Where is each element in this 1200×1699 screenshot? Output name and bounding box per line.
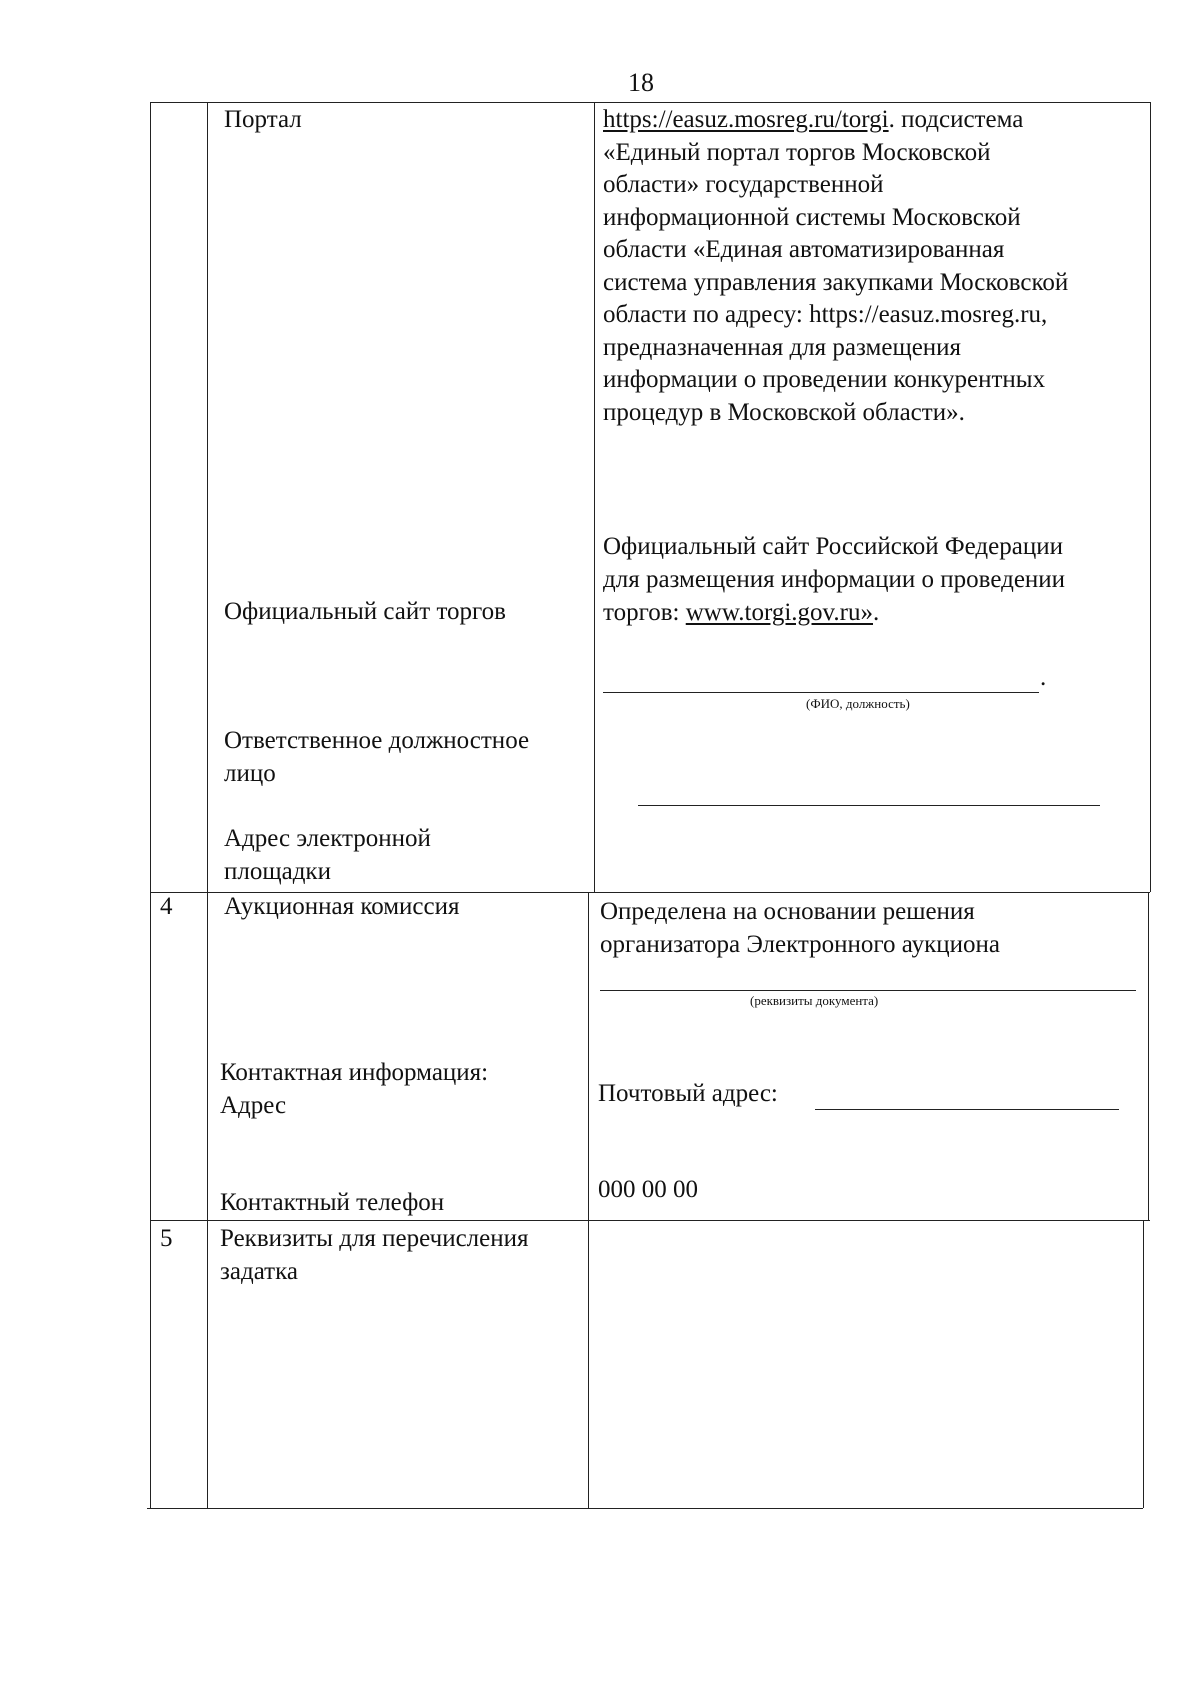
responsible-label-line-1: лицо	[224, 760, 276, 787]
portal-link[interactable]: https://easuz.mosreg.ru/torgi	[603, 106, 889, 133]
contact-label-line-0: Контактная информация:	[220, 1059, 489, 1086]
official-site-line-2	[603, 597, 879, 630]
table-bottom-border	[147, 1508, 1143, 1509]
portal-line-6: области по адресу: https://easuz.mosreg.ru,	[603, 301, 1048, 328]
table-right-border-upper	[1150, 102, 1151, 892]
official-site-line-0: Официальный сайт Российской Федерации	[603, 533, 1063, 560]
portal-line-4: области «Единая автоматизированная	[603, 236, 1005, 263]
row-5-number: 5	[160, 1225, 173, 1252]
page-number: 18	[628, 68, 654, 97]
platform-address-label-line-0: Адрес электронной	[224, 825, 431, 852]
commission-line-1: организатора Электронного аукциона	[600, 931, 1001, 958]
phone-label: Контактный телефон	[220, 1189, 445, 1216]
commission-blank-line	[600, 990, 1136, 991]
commission-label: Аукционная комиссия	[224, 893, 460, 920]
table-right-border-middle	[1148, 892, 1149, 1220]
requisites-label-line-0: Реквизиты для перечисления	[220, 1225, 529, 1252]
phone-value: 000 00 00	[598, 1176, 698, 1203]
row-4-number: 4	[160, 893, 173, 920]
official-site-line-1: для размещения информации о проведении	[603, 566, 1066, 593]
responsible-blank-end: .	[1040, 664, 1047, 691]
contact-label-line-1: Адрес	[220, 1092, 287, 1119]
responsible-blank-caption: (ФИО, должность)	[806, 696, 910, 711]
official-site-link[interactable]: www.torgi.gov.ru»	[685, 599, 873, 626]
portal-line-9: процедур в Московской области».	[603, 398, 965, 426]
portal-line-1: «Единый портал торгов Московской	[603, 138, 991, 166]
table-top-border	[150, 102, 1150, 103]
platform-address-label-line-1: площадки	[224, 858, 331, 885]
portal-line-8: информации о проведении конкурентных	[603, 366, 1046, 393]
responsible-label-line-0: Ответственное должностное	[224, 727, 530, 754]
column-2-divider-lower	[588, 892, 589, 1508]
portal-line-0	[603, 104, 1068, 137]
commission-blank-caption: (реквизиты документа)	[750, 993, 879, 1008]
postal-address-blank-line	[815, 1109, 1119, 1110]
portal-line-5: система управления закупками Московской	[603, 268, 1069, 296]
portal-line-3: информационной системы Московской	[603, 203, 1021, 231]
commission-line-0: Определена на основании решения	[600, 898, 975, 925]
portal-line-7: предназначенная для размещения	[603, 333, 962, 361]
official-site-label: Официальный сайт торгов	[224, 598, 506, 625]
column-2-divider-upper	[594, 102, 595, 892]
platform-address-blank-line	[638, 805, 1100, 806]
requisites-label-line-1: задатка	[220, 1258, 298, 1285]
postal-address-label: Почтовый адрес:	[598, 1080, 778, 1107]
official-site-prefix: торгов:	[603, 599, 686, 626]
official-site-suffix: .	[873, 599, 880, 626]
table-right-border-lower	[1143, 1220, 1144, 1508]
responsible-blank-line	[603, 692, 1039, 693]
row-5-top-border	[150, 1220, 1150, 1221]
column-1-divider	[207, 102, 208, 1508]
portal-value	[603, 104, 1068, 429]
portal-line-2: области» государственной	[603, 171, 884, 198]
portal-line-0-text: . подсистема	[888, 106, 1024, 133]
portal-label: Портал	[224, 106, 302, 133]
table-left-border	[150, 102, 151, 1508]
